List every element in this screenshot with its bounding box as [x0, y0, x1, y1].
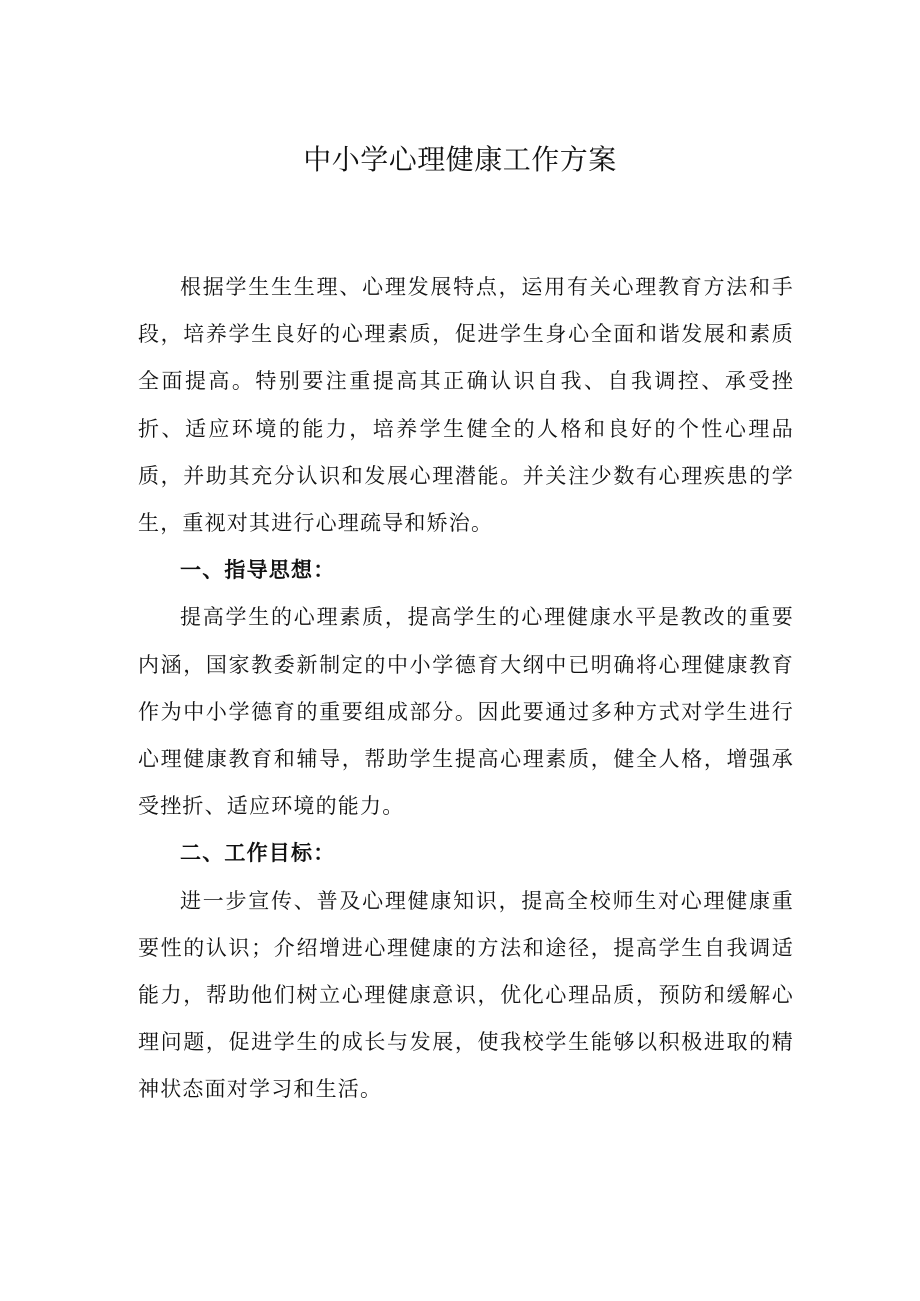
- document-title: 中小学心理健康工作方案: [303, 143, 617, 176]
- section-paragraph-guiding-thought: 提高学生的心理素质，提高学生的心理健康水平是教改的重要内涵，国家教委新制定的中小学德育大纲中已明确将心理健康教育作为中小学德育的重要组成部分。因此要通过多种方式对学生进行心理健康教育和辅导，帮助学生提高心理素质，健全人格，增强承受挫折、适应环境的能力。: [138, 605, 794, 819]
- intro-paragraph: 根据学生生生理、心理发展特点，运用有关心理教育方法和手段，培养学生良好的心理素质，促进学生身心全面和谐发展和素质全面提高。特别要注重提高其正确认识自我、自我调控、承受挫折、适应环境的能力，培养学生健全的人格和良好的个性心理品质，并助其充分认识和发展心理潜能。并关注少数有心理疾患的学生，重视对其进行心理疏导和矫治。: [138, 275, 794, 536]
- section-paragraph-work-goals: 进一步宣传、普及心理健康知识，提高全校师生对心理健康重要性的认识；介绍增进心理健康的方法和途径，提高学生自我调适能力，帮助他们树立心理健康意识，优化心理品质，预防和缓解心理问题，促进学生的成长与发展，使我校学生能够以积极进取的精神状态面对学习和生活。: [138, 888, 794, 1102]
- document-body: [138, 264, 794, 1114]
- section-heading-work-goals: 二、工作目标：: [180, 841, 336, 866]
- section-heading-guiding-thought: 一、指导思想：: [180, 558, 336, 583]
